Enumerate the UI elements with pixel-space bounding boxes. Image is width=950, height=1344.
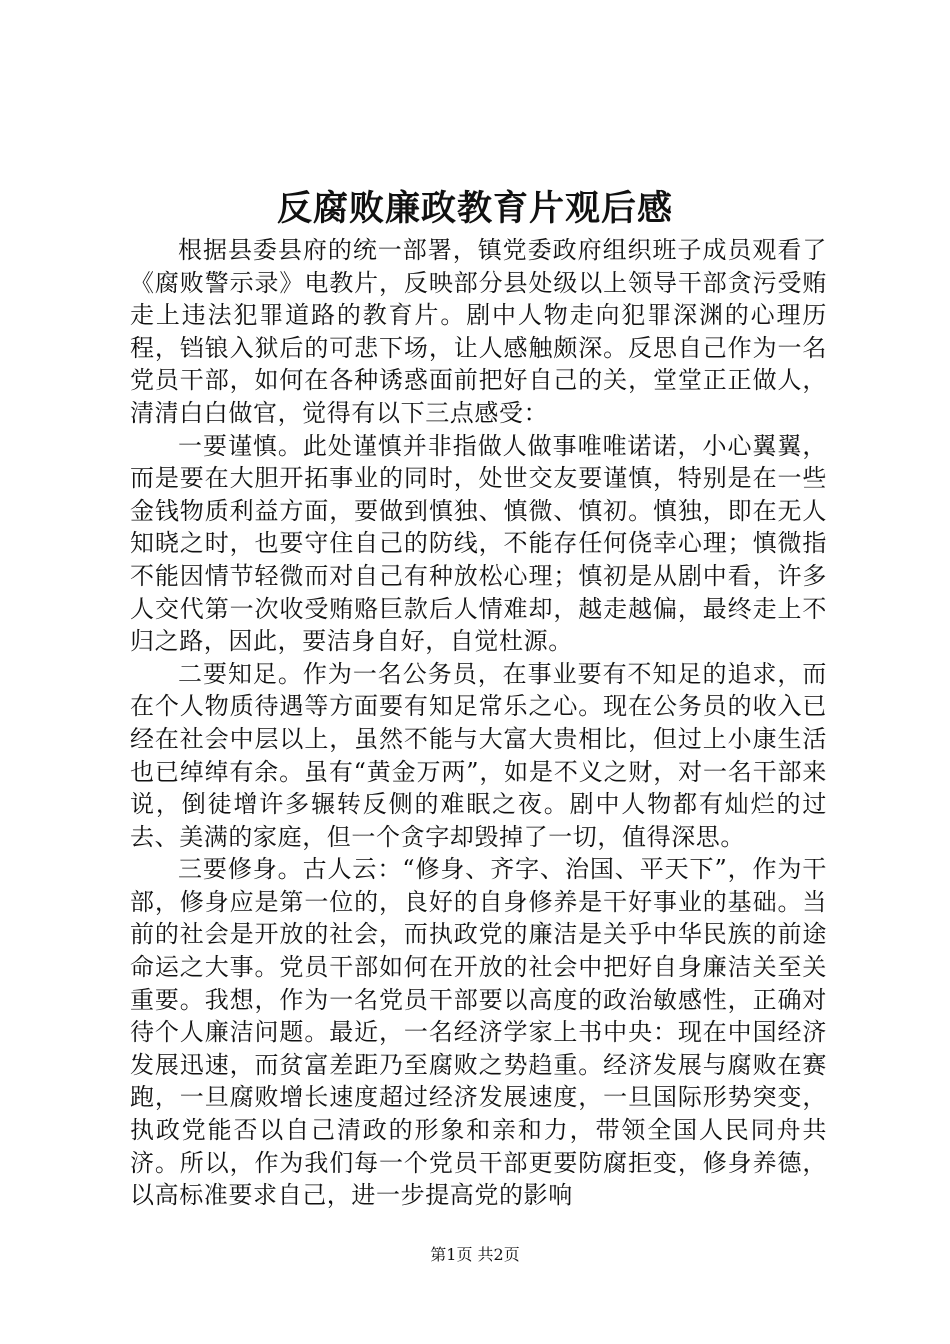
paragraph-intro: 根据县委县府的统一部署，镇党委政府组织班子成员观看了《腐败警示录》电教片，反映部分县处级以上领导干部贪污受贿走上违法犯罪道路的教育片。剧中人物走向犯罪深渊的心理历程，铛锒入狱后的可悲下场，让人感触颇深。反思自己作为一名党员干部，如何在各种诱惑面前把好自己的关，堂堂正正做人，清清白白做官，觉得有以下三点感受： <box>130 236 827 427</box>
page-number: 第1页 <box>430 1245 473 1264</box>
paragraph-caution: 一要谨慎。此处谨慎并非指做人做事唯唯诺诺，小心翼翼，而是要在大胆开拓事业的同时，处世交友要谨慎，特别是在一些金钱物质利益方面，要做到慎独、慎微、慎初。慎独，即在无人知晓之时，也要守住自己的防线，不能存任何侥幸心理；慎微指不能因情节轻微而对自己有种放松心理；慎初是从剧中看，许多人交代第一次收受贿赂巨款后人情难却，越走越偏，最终走上不归之路，因此，要洁身自好，自觉杜源。 <box>130 431 827 656</box>
paragraph-contentment: 二要知足。作为一名公务员，在事业要有不知足的追求，而在个人物质待遇等方面要有知足常乐之心。现在公务员的收入已经在社会中层以上，虽然不能与大富大贵相比，但过上小康生活也已绰绰有余。虽有“黄金万两”，如是不义之财，对一名干部来说，倒徒增许多辗转反侧的难眠之夜。剧中人物都有灿烂的过去、美满的家庭，但一个贪字却毁掉了一切，值得深思。 <box>130 659 827 851</box>
page-total: 共2页 <box>477 1245 520 1264</box>
page-footer <box>0 1244 950 1266</box>
paragraph-self-cultivation: 三要修身。古人云：“修身、齐字、治国、平天下”，作为干部，修身应是第一位的，良好的自身修养是干好事业的基础。当前的社会是开放的社会，而执政党的廉洁是关乎中华民族的前途命运之大事。党员干部如何在开放的社会中把好自身廉洁关至关重要。我想，作为一名党员干部要以高度的政治敏感性，正确对待个人廉洁问题。最近，一名经济学家上书中央：现在中国经济发展迅速，而贫富差距乃至腐败之势趋重。经济发展与腐败在赛跑，一旦腐败增长速度超过经济发展速度，一旦国际形势突变，执政党能否以自己清政的形象和亲和力，带领全国人民同舟共济。所以，作为我们每一个党员干部更要防腐拒变，修身养德，以高标准要求自己，进一步提高党的影响 <box>130 855 827 1210</box>
document-title: 反腐败廉政教育片观后感 <box>276 188 673 229</box>
document-body <box>130 234 827 1212</box>
